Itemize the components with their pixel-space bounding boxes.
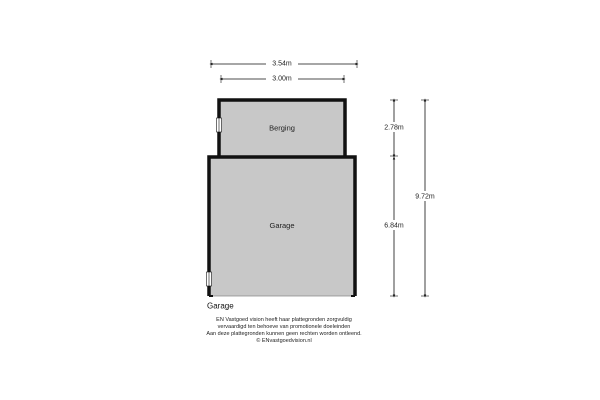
room-label-berging: Berging bbox=[269, 123, 295, 133]
floor-title: Garage bbox=[207, 301, 234, 311]
disclaimer-line: Aan deze plattegronden kunnen geen rechten worden ontleend. bbox=[206, 331, 362, 337]
room-berging bbox=[217, 100, 346, 157]
dimension-label-width-inner: 3.00m bbox=[272, 75, 292, 83]
dimension-depth-berging bbox=[379, 100, 409, 156]
dimension-label-depth-total: 9.72m bbox=[415, 193, 435, 201]
dimension-label-width-outer: 3.54m bbox=[272, 60, 292, 68]
dimension-label-depth-berging: 2.78m bbox=[384, 124, 404, 132]
room-label-garage: Garage bbox=[269, 221, 295, 230]
dimension-depth-garage bbox=[379, 158, 409, 296]
disclaimer-line: © ENvastgoedvision.nl bbox=[256, 338, 312, 344]
disclaimer-line: vervaardigd ten behoeve van promotionele doeleinden bbox=[217, 324, 351, 330]
disclaimer bbox=[206, 317, 362, 344]
disclaimer-line: EN Vastgoed vision heeft haar plattegronden zorgvuldig bbox=[216, 317, 352, 323]
dimension-width-outer bbox=[211, 58, 357, 68]
dimension-depth-total bbox=[410, 100, 440, 296]
dimension-width-inner bbox=[221, 73, 344, 83]
dimension-label-depth-garage: 6.84m bbox=[384, 222, 404, 230]
room-garage bbox=[207, 157, 356, 296]
